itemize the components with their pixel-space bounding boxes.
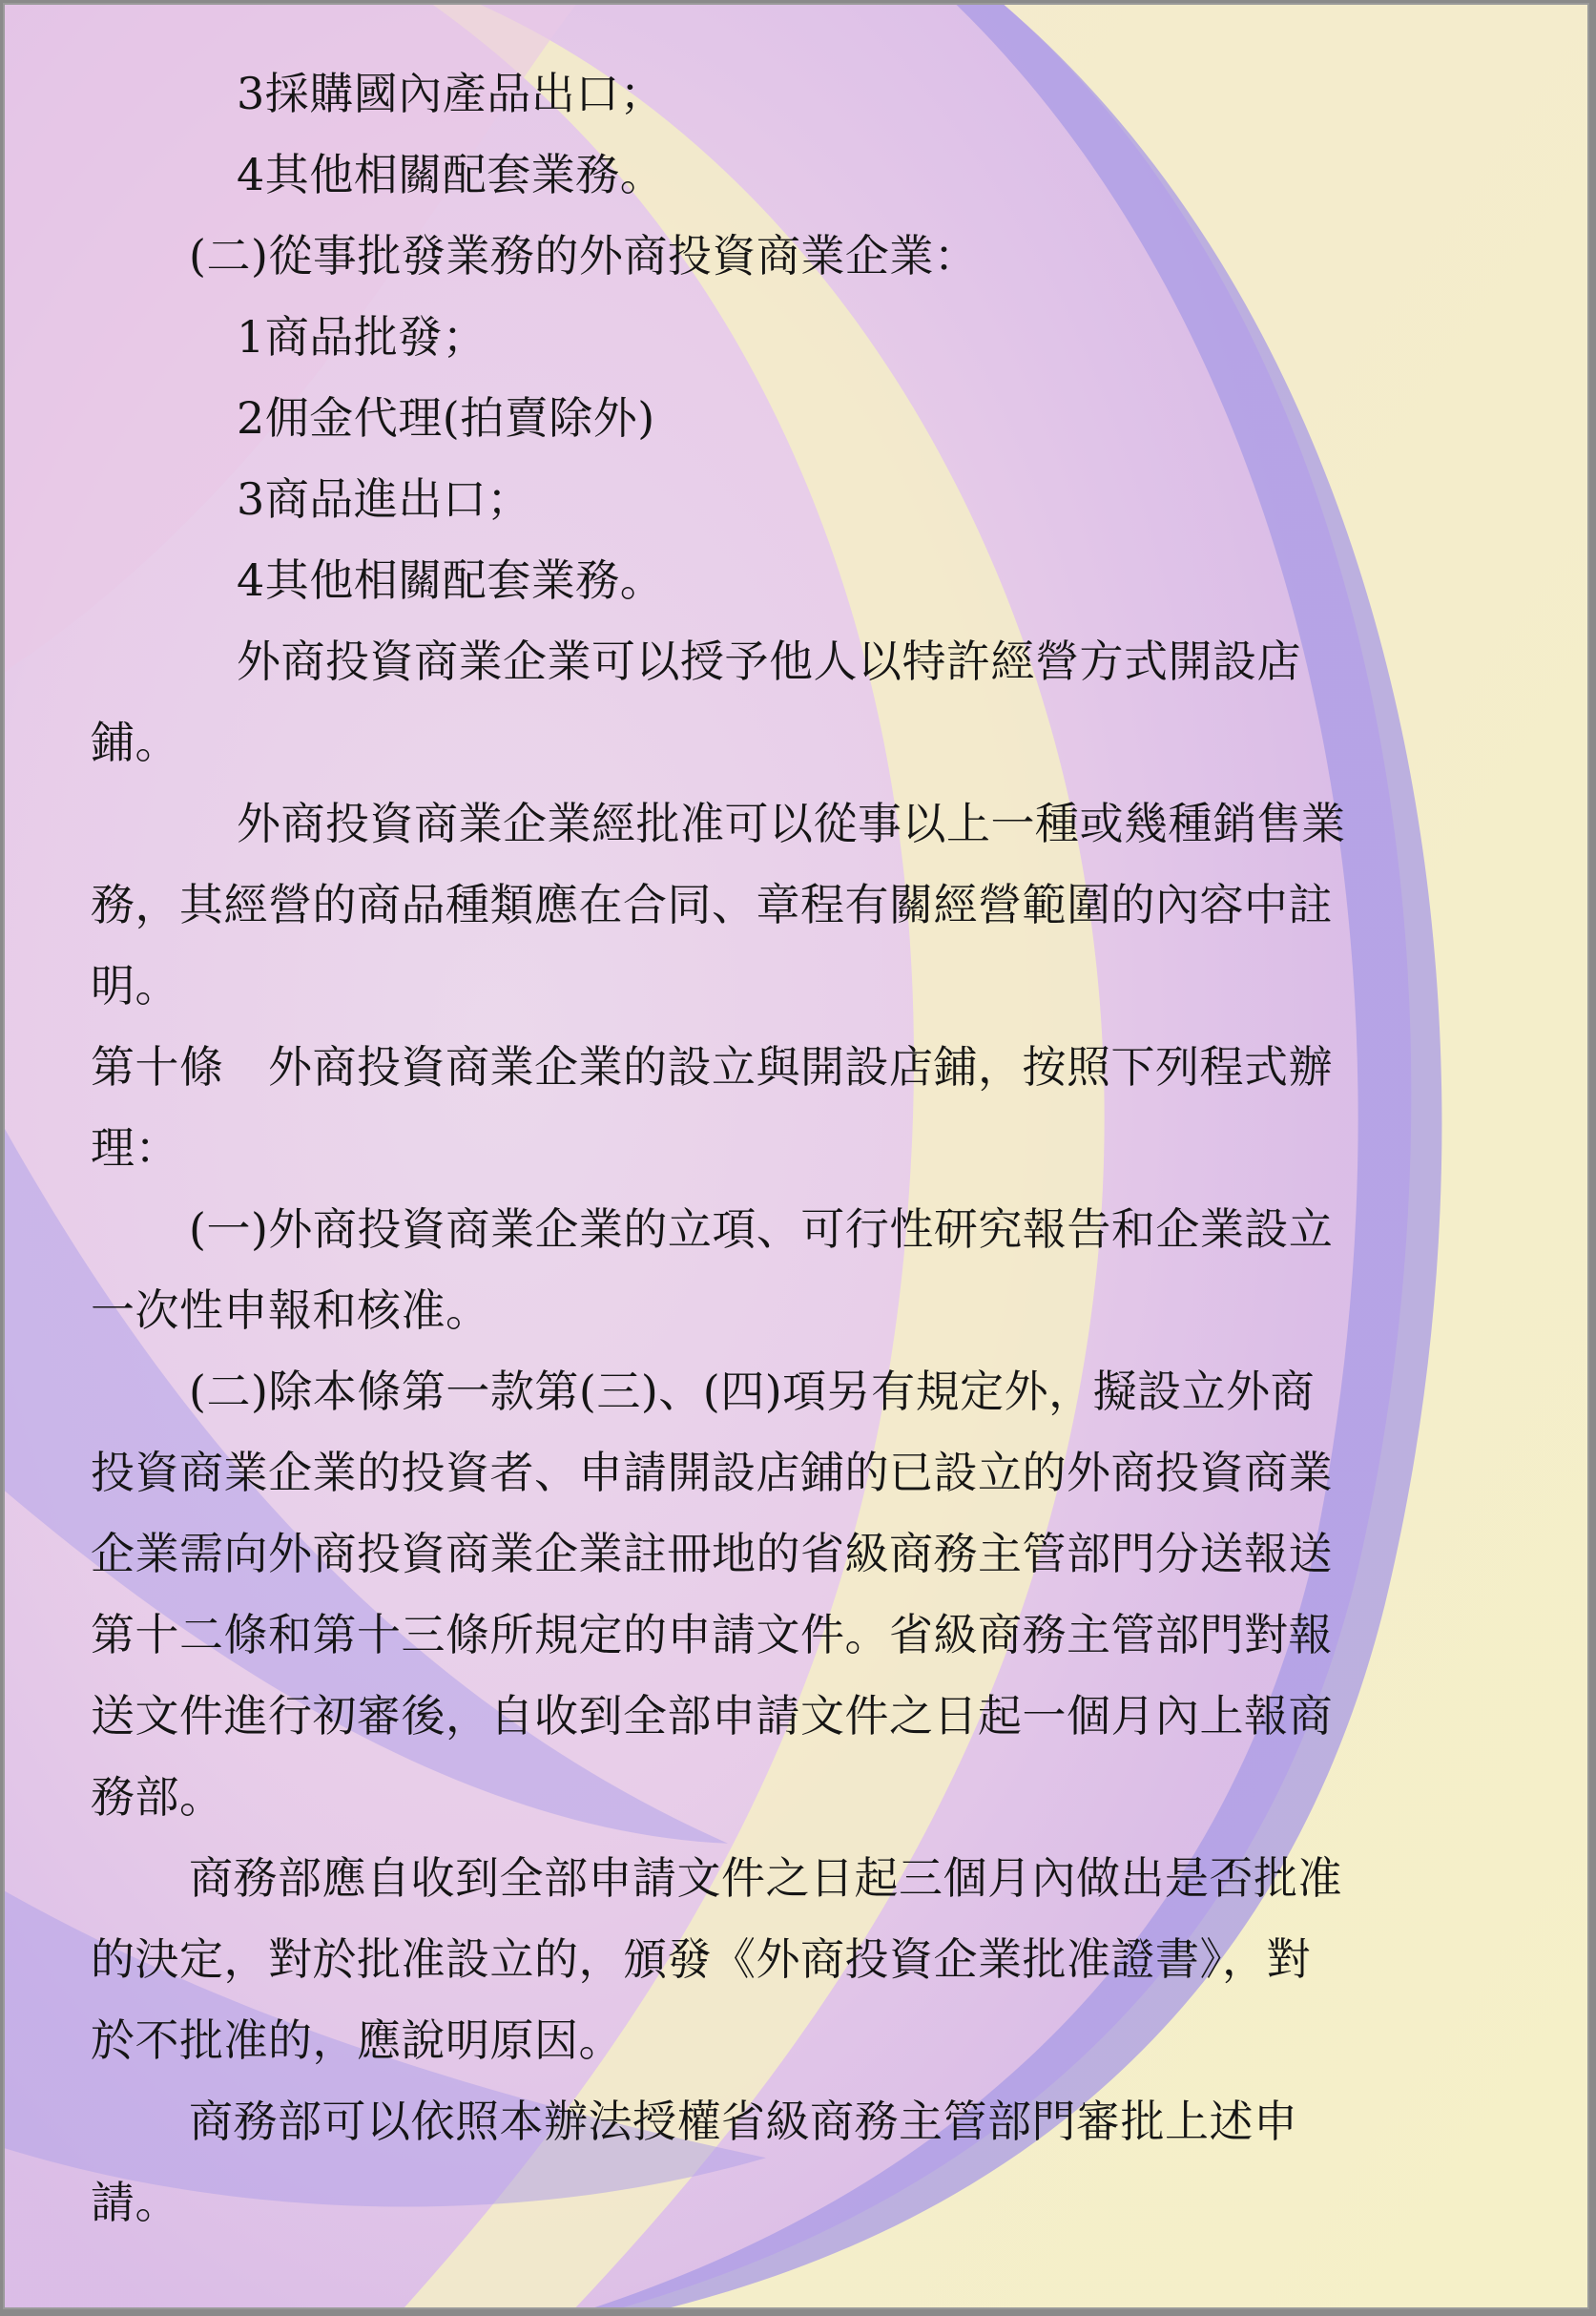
text-line: 務，其經營的商品種類應在合同、章程有關經營範圍的內容中註 bbox=[91, 879, 1333, 930]
text-line: (二)除本條第一款第(三)、(四)項另有規定外，擬設立外商 bbox=[189, 1366, 1316, 1417]
text-line: 鋪。 bbox=[91, 717, 179, 768]
text-line: 務部。 bbox=[91, 1771, 224, 1823]
text-line: 1商品批發； bbox=[237, 311, 487, 363]
text-line: 4其他相關配套業務。 bbox=[237, 554, 665, 606]
text-line: 請。 bbox=[91, 2177, 179, 2228]
text-line: 3商品進出口； bbox=[237, 473, 531, 525]
text-line: 商務部可以依照本辦法授權省級商務主管部門審批上述申 bbox=[189, 2096, 1298, 2147]
text-line: 商務部應自收到全部申請文件之日起三個月內做出是否批准 bbox=[189, 1852, 1342, 1904]
document-text bbox=[5, 5, 1587, 2307]
article-heading: 第十條 外商投資商業企業的設立與開設店鋪，按照下列程式辦 bbox=[91, 1041, 1333, 1093]
document-page bbox=[3, 3, 1589, 2309]
text-line: 一次性申報和核准。 bbox=[91, 1284, 490, 1336]
text-line: 4其他相關配套業務。 bbox=[237, 149, 665, 200]
text-line: 第十二條和第十三條所規定的申請文件。省級商務主管部門對報 bbox=[91, 1609, 1333, 1660]
text-line: 外商投資商業企業可以授予他人以特許經營方式開設店 bbox=[237, 636, 1301, 687]
text-line: 送文件進行初審後，自收到全部申請文件之日起一個月內上報商 bbox=[91, 1690, 1333, 1742]
text-line: 2佣金代理(拍賣除外) bbox=[237, 392, 655, 444]
text-line: 外商投資商業企業經批准可以從事以上一種或幾種銷售業 bbox=[237, 798, 1346, 849]
text-line: 3採購國內產品出口； bbox=[237, 68, 665, 119]
text-line: 於不批准的，應說明原因。 bbox=[91, 2014, 623, 2066]
text-line: 明。 bbox=[91, 960, 179, 1012]
text-line: (二)從事批發業務的外商投資商業企業： bbox=[189, 230, 979, 282]
text-line: 投資商業企業的投資者、申請開設店鋪的已設立的外商投資商業 bbox=[91, 1447, 1333, 1498]
text-line: 企業需向外商投資商業企業註冊地的省級商務主管部門分送報送 bbox=[91, 1528, 1333, 1579]
text-line: 的決定，對於批准設立的，頒發《外商投資企業批准證書》，對 bbox=[91, 1933, 1311, 1985]
text-line: (一)外商投資商業企業的立項、可行性研究報告和企業設立 bbox=[189, 1203, 1334, 1255]
text-line: 理： bbox=[91, 1122, 179, 1174]
